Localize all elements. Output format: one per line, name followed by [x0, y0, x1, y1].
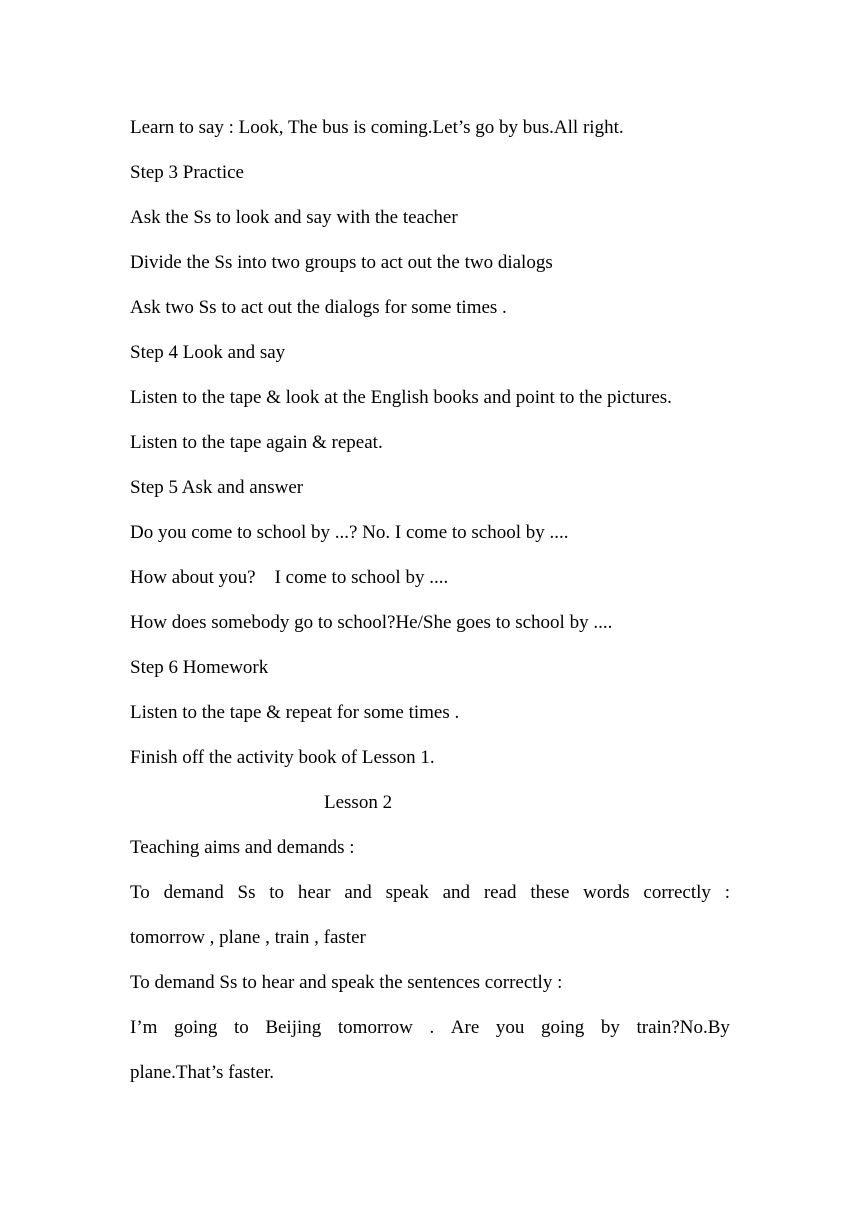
step-heading: Step 6 Homework — [130, 657, 269, 678]
text-line: Listen to the tape & look at the English books and point to the pictures. — [130, 387, 672, 408]
word: going — [174, 1017, 218, 1038]
word: Are — [450, 1017, 480, 1038]
word: I’m — [130, 1017, 158, 1038]
step-heading: Step 5 Ask and answer — [130, 477, 304, 498]
step-heading: Step 4 Look and say — [130, 342, 286, 363]
word: . — [429, 1017, 435, 1038]
text-line: Learn to say : Look, The bus is coming.Let’s go by bus.All right. — [130, 117, 624, 138]
text-line: Listen to the tape again & repeat. — [130, 432, 383, 453]
word: Beijing — [265, 1017, 322, 1038]
word: by — [600, 1017, 620, 1038]
lesson-title: Lesson 2 — [324, 792, 393, 813]
word: to — [233, 1017, 249, 1038]
justified-sentence-line — [130, 1016, 730, 1040]
word: tomorrow — [337, 1017, 413, 1038]
text-line: tomorrow , plane , train , faster — [130, 927, 366, 948]
text-line: Finish off the activity book of Lesson 1. — [130, 747, 435, 768]
text-line: Divide the Ss into two groups to act out the two dialogs — [130, 252, 553, 273]
text-line: Ask two Ss to act out the dialogs for some times . — [130, 297, 507, 318]
word: train?No.By — [636, 1017, 730, 1038]
text-line: Ask the Ss to look and say with the teacher — [130, 207, 458, 228]
word: you — [495, 1017, 525, 1038]
word: going — [541, 1017, 585, 1038]
text-line: plane.That’s faster. — [130, 1062, 275, 1083]
text-line: To demand Ss to hear and speak and read these words correctly : — [130, 882, 730, 903]
text-line: Listen to the tape & repeat for some times . — [130, 702, 460, 723]
text-line: How does somebody go to school?He/She goes to school by .... — [130, 612, 613, 633]
text-line: Do you come to school by ...? No. I come to school by .... — [130, 522, 569, 543]
text-line: How about you? I come to school by .... — [130, 567, 449, 588]
step-heading: Step 3 Practice — [130, 162, 244, 183]
text-line: To demand Ss to hear and speak the sentences correctly : — [130, 972, 563, 993]
section-heading: Teaching aims and demands : — [130, 837, 355, 858]
